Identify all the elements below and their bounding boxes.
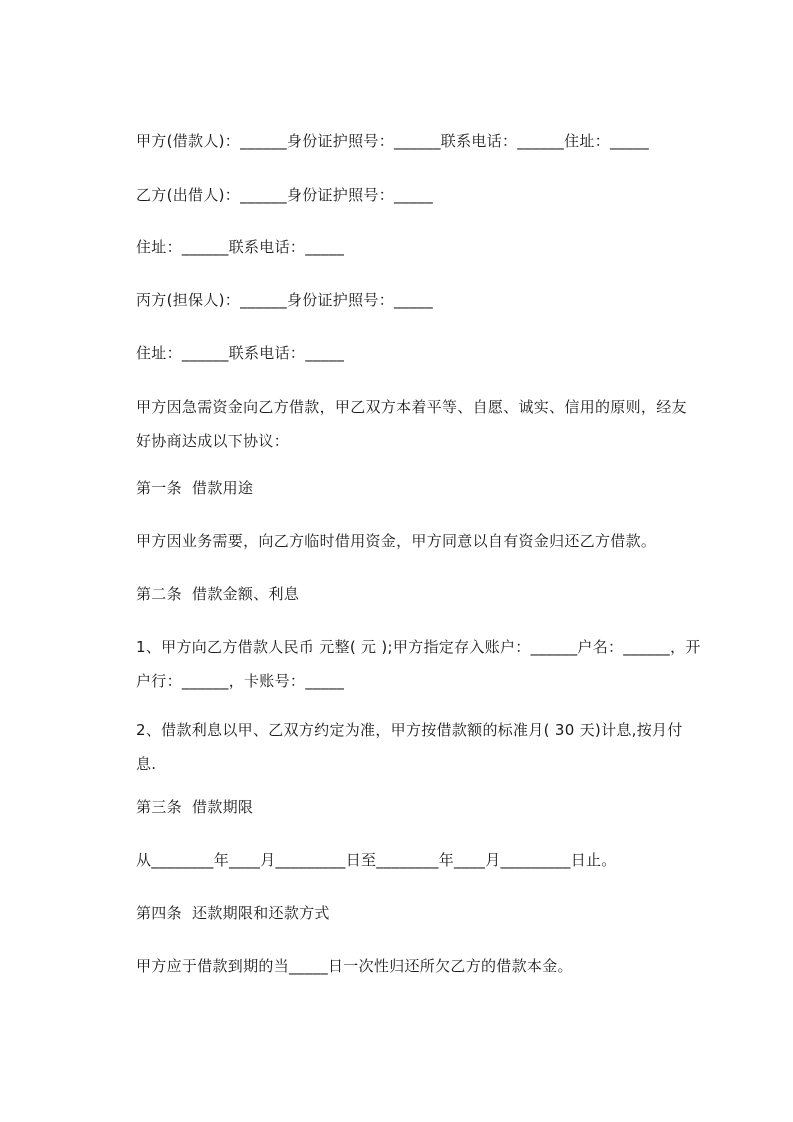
- party-b-address-line: 住址：______联系电话：_____: [136, 238, 345, 256]
- article2-title: 第二条 借款金额、利息: [136, 585, 300, 603]
- article4-title: 第四条 还款期限和还款方式: [136, 904, 330, 922]
- article4-text: 甲方应于借款到期的当_____日一次性归还所欠乙方的借款本金。: [136, 957, 573, 975]
- preamble-paragraph: 甲方因急需资金向乙方借款，甲乙双方本着平等、自愿、诚实、信用的原则，经友好协商达成以下协议：: [136, 398, 687, 450]
- article3-text: 从________年____月_________日至________年____月_________日止。: [136, 851, 617, 869]
- article2-item2: 2、借款利息以甲、乙双方约定为准，甲方按借款额的标准月( 30 天)计息,按月付息.: [136, 721, 683, 773]
- article1-title: 第一条 借款用途: [136, 479, 254, 497]
- party-c-address-line: 住址：______联系电话：_____: [136, 344, 345, 362]
- party-b-line: 乙方(出借人)：______身份证护照号：_____: [136, 186, 434, 204]
- article1-text: 甲方因业务需要，向乙方临时借用资金，甲方同意以自有资金归还乙方借款。: [136, 532, 657, 550]
- party-a-line: 甲方(借款人)：______身份证护照号：______联系电话：______住址：_____: [136, 132, 650, 150]
- article2-item1: 1、甲方向乙方借款人民币 元整( 元 );甲方指定存入账户：______户名：______，开户行：______，卡账号：_____: [136, 638, 701, 690]
- article3-title: 第三条 借款期限: [136, 798, 254, 816]
- party-c-line: 丙方(担保人)：______身份证护照号：_____: [136, 291, 434, 309]
